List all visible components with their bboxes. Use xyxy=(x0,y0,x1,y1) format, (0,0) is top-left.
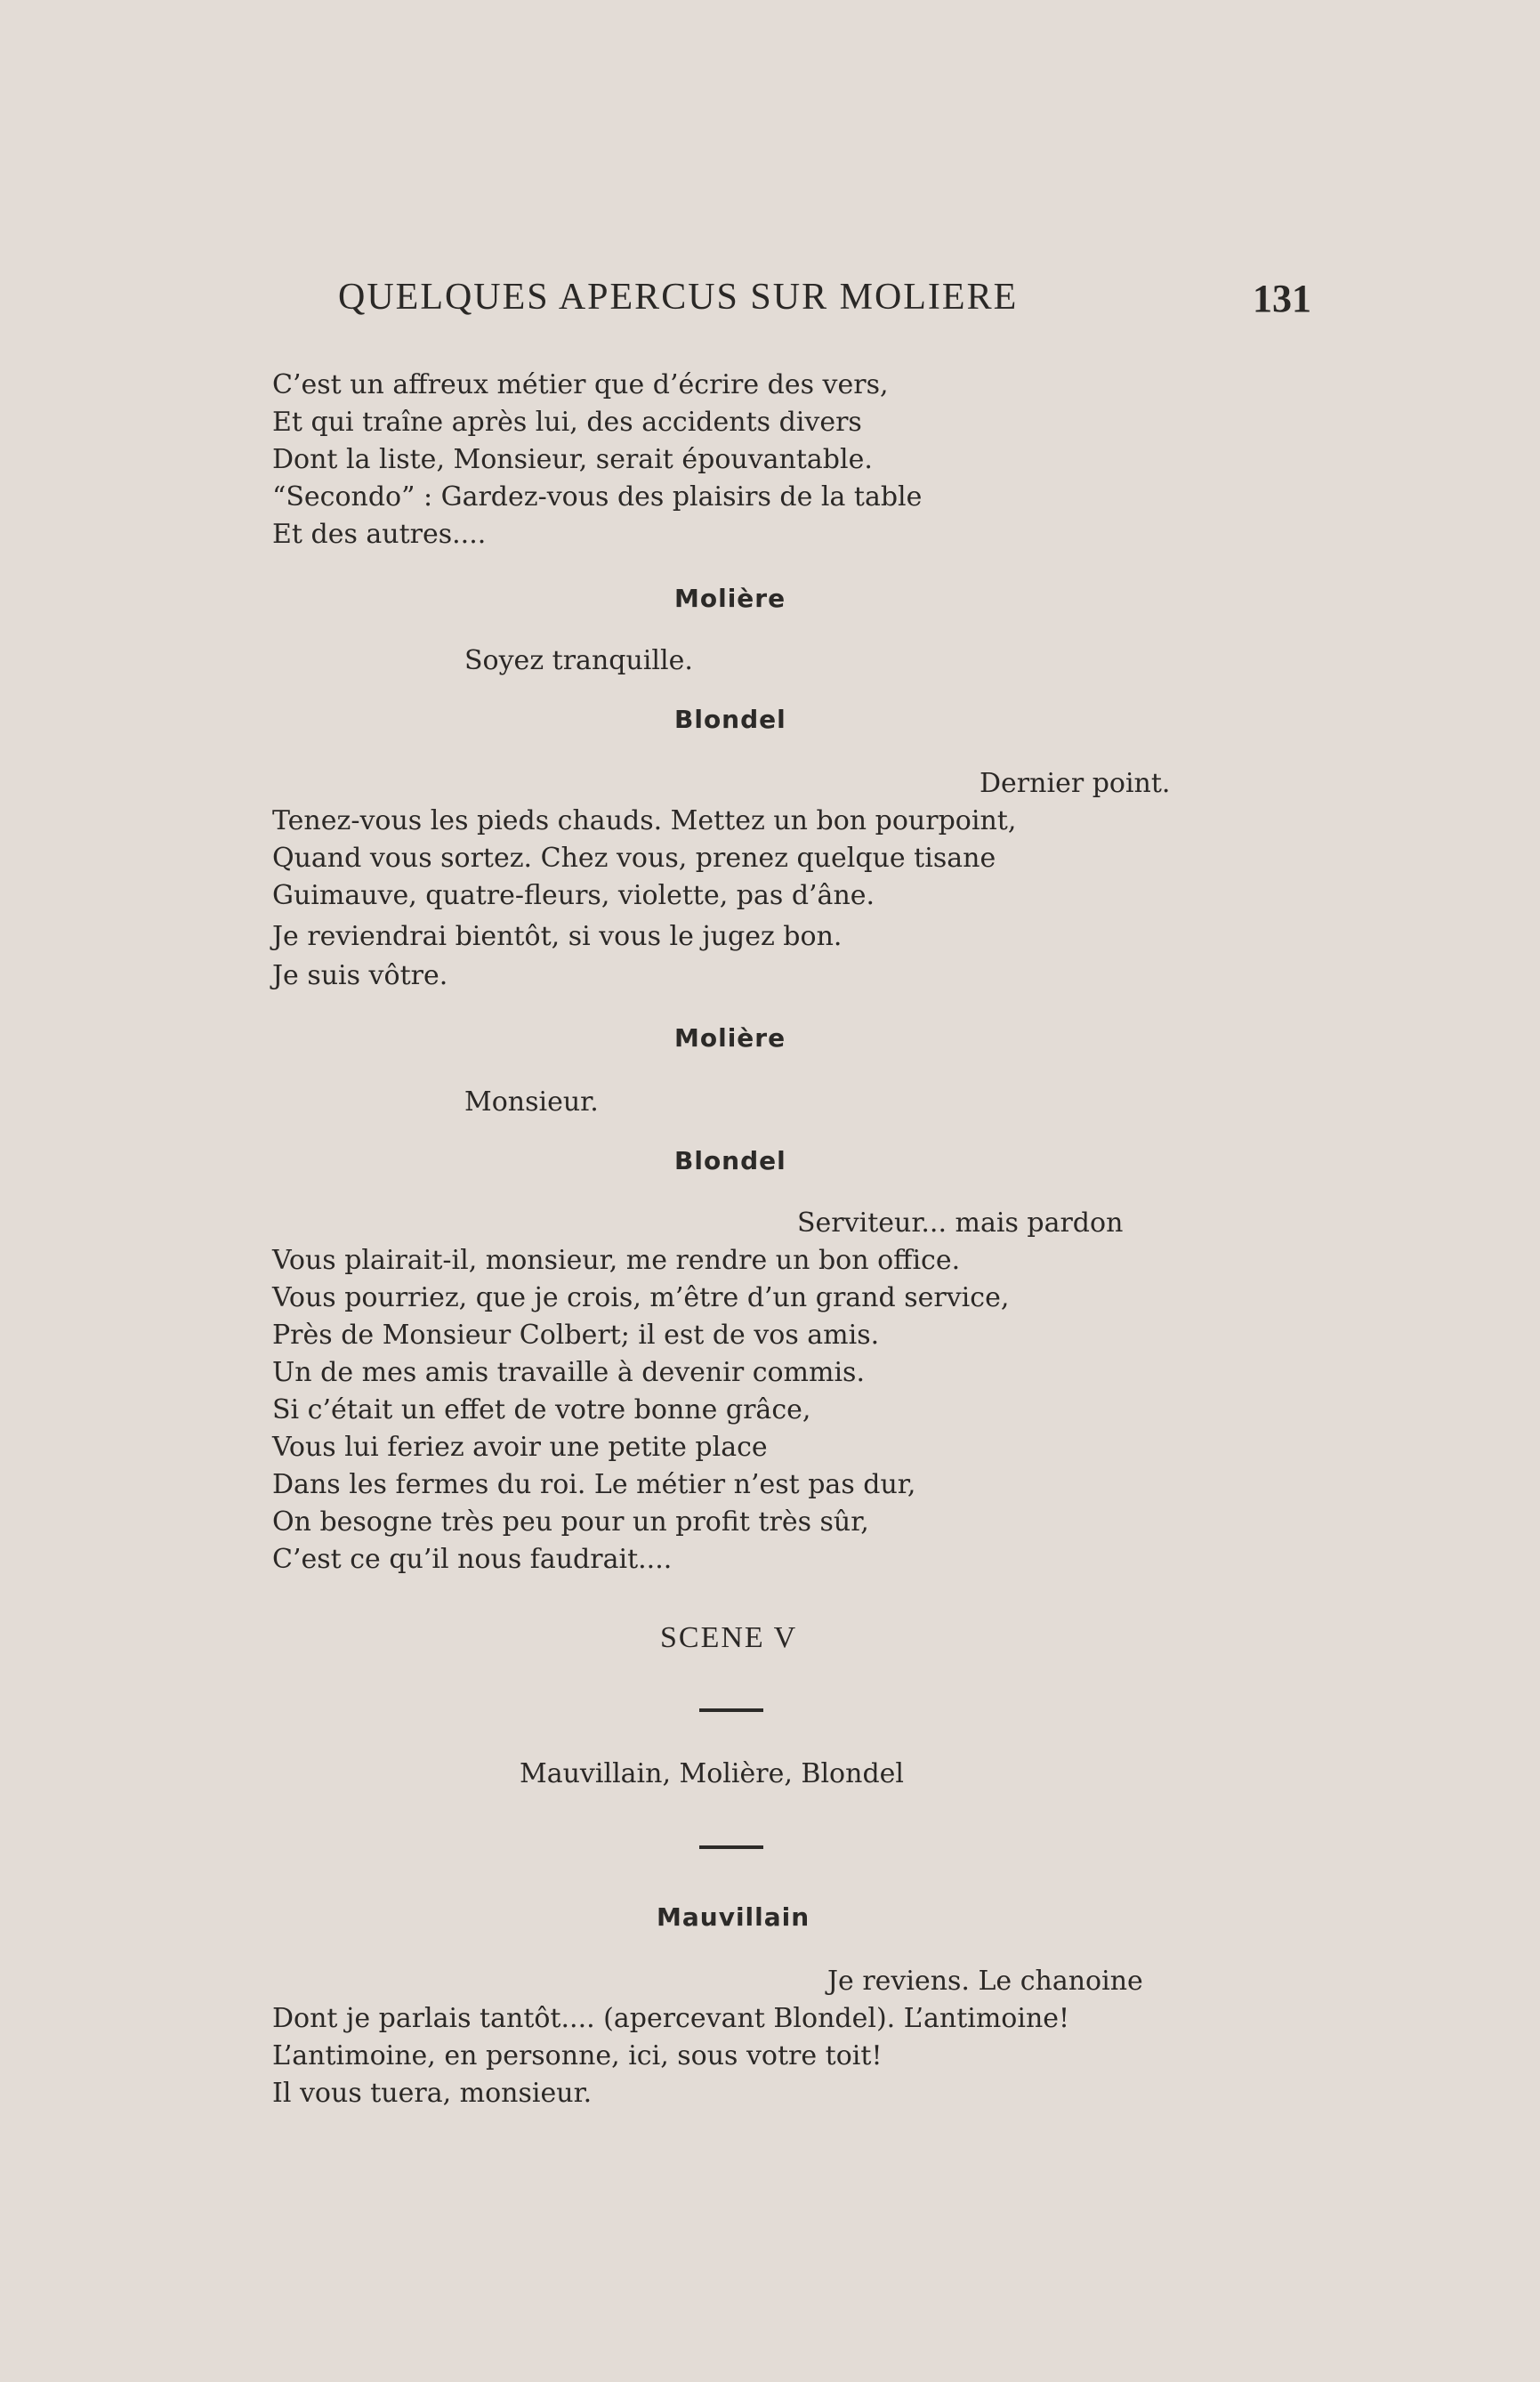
verse-line: On besogne très peu pour un profit très sûr, xyxy=(272,1506,869,1538)
verse-line: Si c’était un effet de votre bonne grâce, xyxy=(272,1394,811,1425)
running-header: QUELQUES APERCUS SUR MOLIERE xyxy=(338,277,1019,318)
speaker-name: Blondel xyxy=(674,705,786,734)
page-number: 131 xyxy=(1253,277,1311,320)
verse-line: “Secondo” : Gardez-vous des plaisirs de la table xyxy=(272,481,923,513)
verse-line: Il vous tuera, monsieur. xyxy=(272,2078,593,2109)
verse-line: Guimauve, quatre-fleurs, violette, pas d’âne. xyxy=(272,880,875,911)
verse-line: Vous lui feriez avoir une petite place xyxy=(272,1432,768,1463)
verse-line: Et qui traîne après lui, des accidents divers xyxy=(272,407,862,438)
verse-line: L’antimoine, en personne, ici, sous votre toit! xyxy=(272,2040,883,2071)
scene-title: SCENE V xyxy=(660,1621,798,1654)
verse-line: Tenez-vous les pieds chauds. Mettez un bon pourpoint, xyxy=(272,805,1017,836)
divider xyxy=(699,1845,763,1849)
verse-line: Un de mes amis travaille à devenir commis. xyxy=(272,1357,865,1388)
verse-line: Près de Monsieur Colbert; il est de vos amis. xyxy=(272,1320,880,1351)
verse-line: Vous pourriez, que je crois, m’être d’un grand service, xyxy=(272,1282,1010,1313)
verse-line: Quand vous sortez. Chez vous, prenez quelque tisane xyxy=(272,843,996,874)
divider xyxy=(699,1708,763,1712)
verse-line: Monsieur. xyxy=(464,1086,599,1118)
verse-line: Je reviendrai bientôt, si vous le jugez bon. xyxy=(272,921,843,952)
speaker-name: Blondel xyxy=(674,1146,786,1175)
verse-line: Je reviens. Le chanoine xyxy=(827,1966,1143,1997)
speaker-name: Molière xyxy=(674,584,786,613)
verse-line: C’est ce qu’il nous faudrait.... xyxy=(272,1544,673,1575)
verse-line: Dont la liste, Monsieur, serait épouvantable. xyxy=(272,444,873,475)
verse-line: Je suis vôtre. xyxy=(272,960,448,991)
verse-line: Dans les fermes du roi. Le métier n’est pas dur, xyxy=(272,1469,916,1500)
verse-line: Serviteur... mais pardon xyxy=(797,1207,1124,1239)
scene-characters: Mauvillain, Molière, Blondel xyxy=(520,1758,904,1789)
speaker-name: Molière xyxy=(674,1023,786,1053)
speaker-name: Mauvillain xyxy=(657,1902,810,1932)
verse-line: Dont je parlais tantôt.... (apercevant Blondel). L’antimoine! xyxy=(272,2003,1070,2034)
verse-line: C’est un affreux métier que d’écrire des vers, xyxy=(272,369,889,400)
verse-line: Vous plairait-il, monsieur, me rendre un bon office. xyxy=(272,1245,961,1276)
verse-line: Et des autres.... xyxy=(272,519,487,550)
verse-line: Soyez tranquille. xyxy=(464,645,693,676)
verse-line: Dernier point. xyxy=(980,768,1171,799)
